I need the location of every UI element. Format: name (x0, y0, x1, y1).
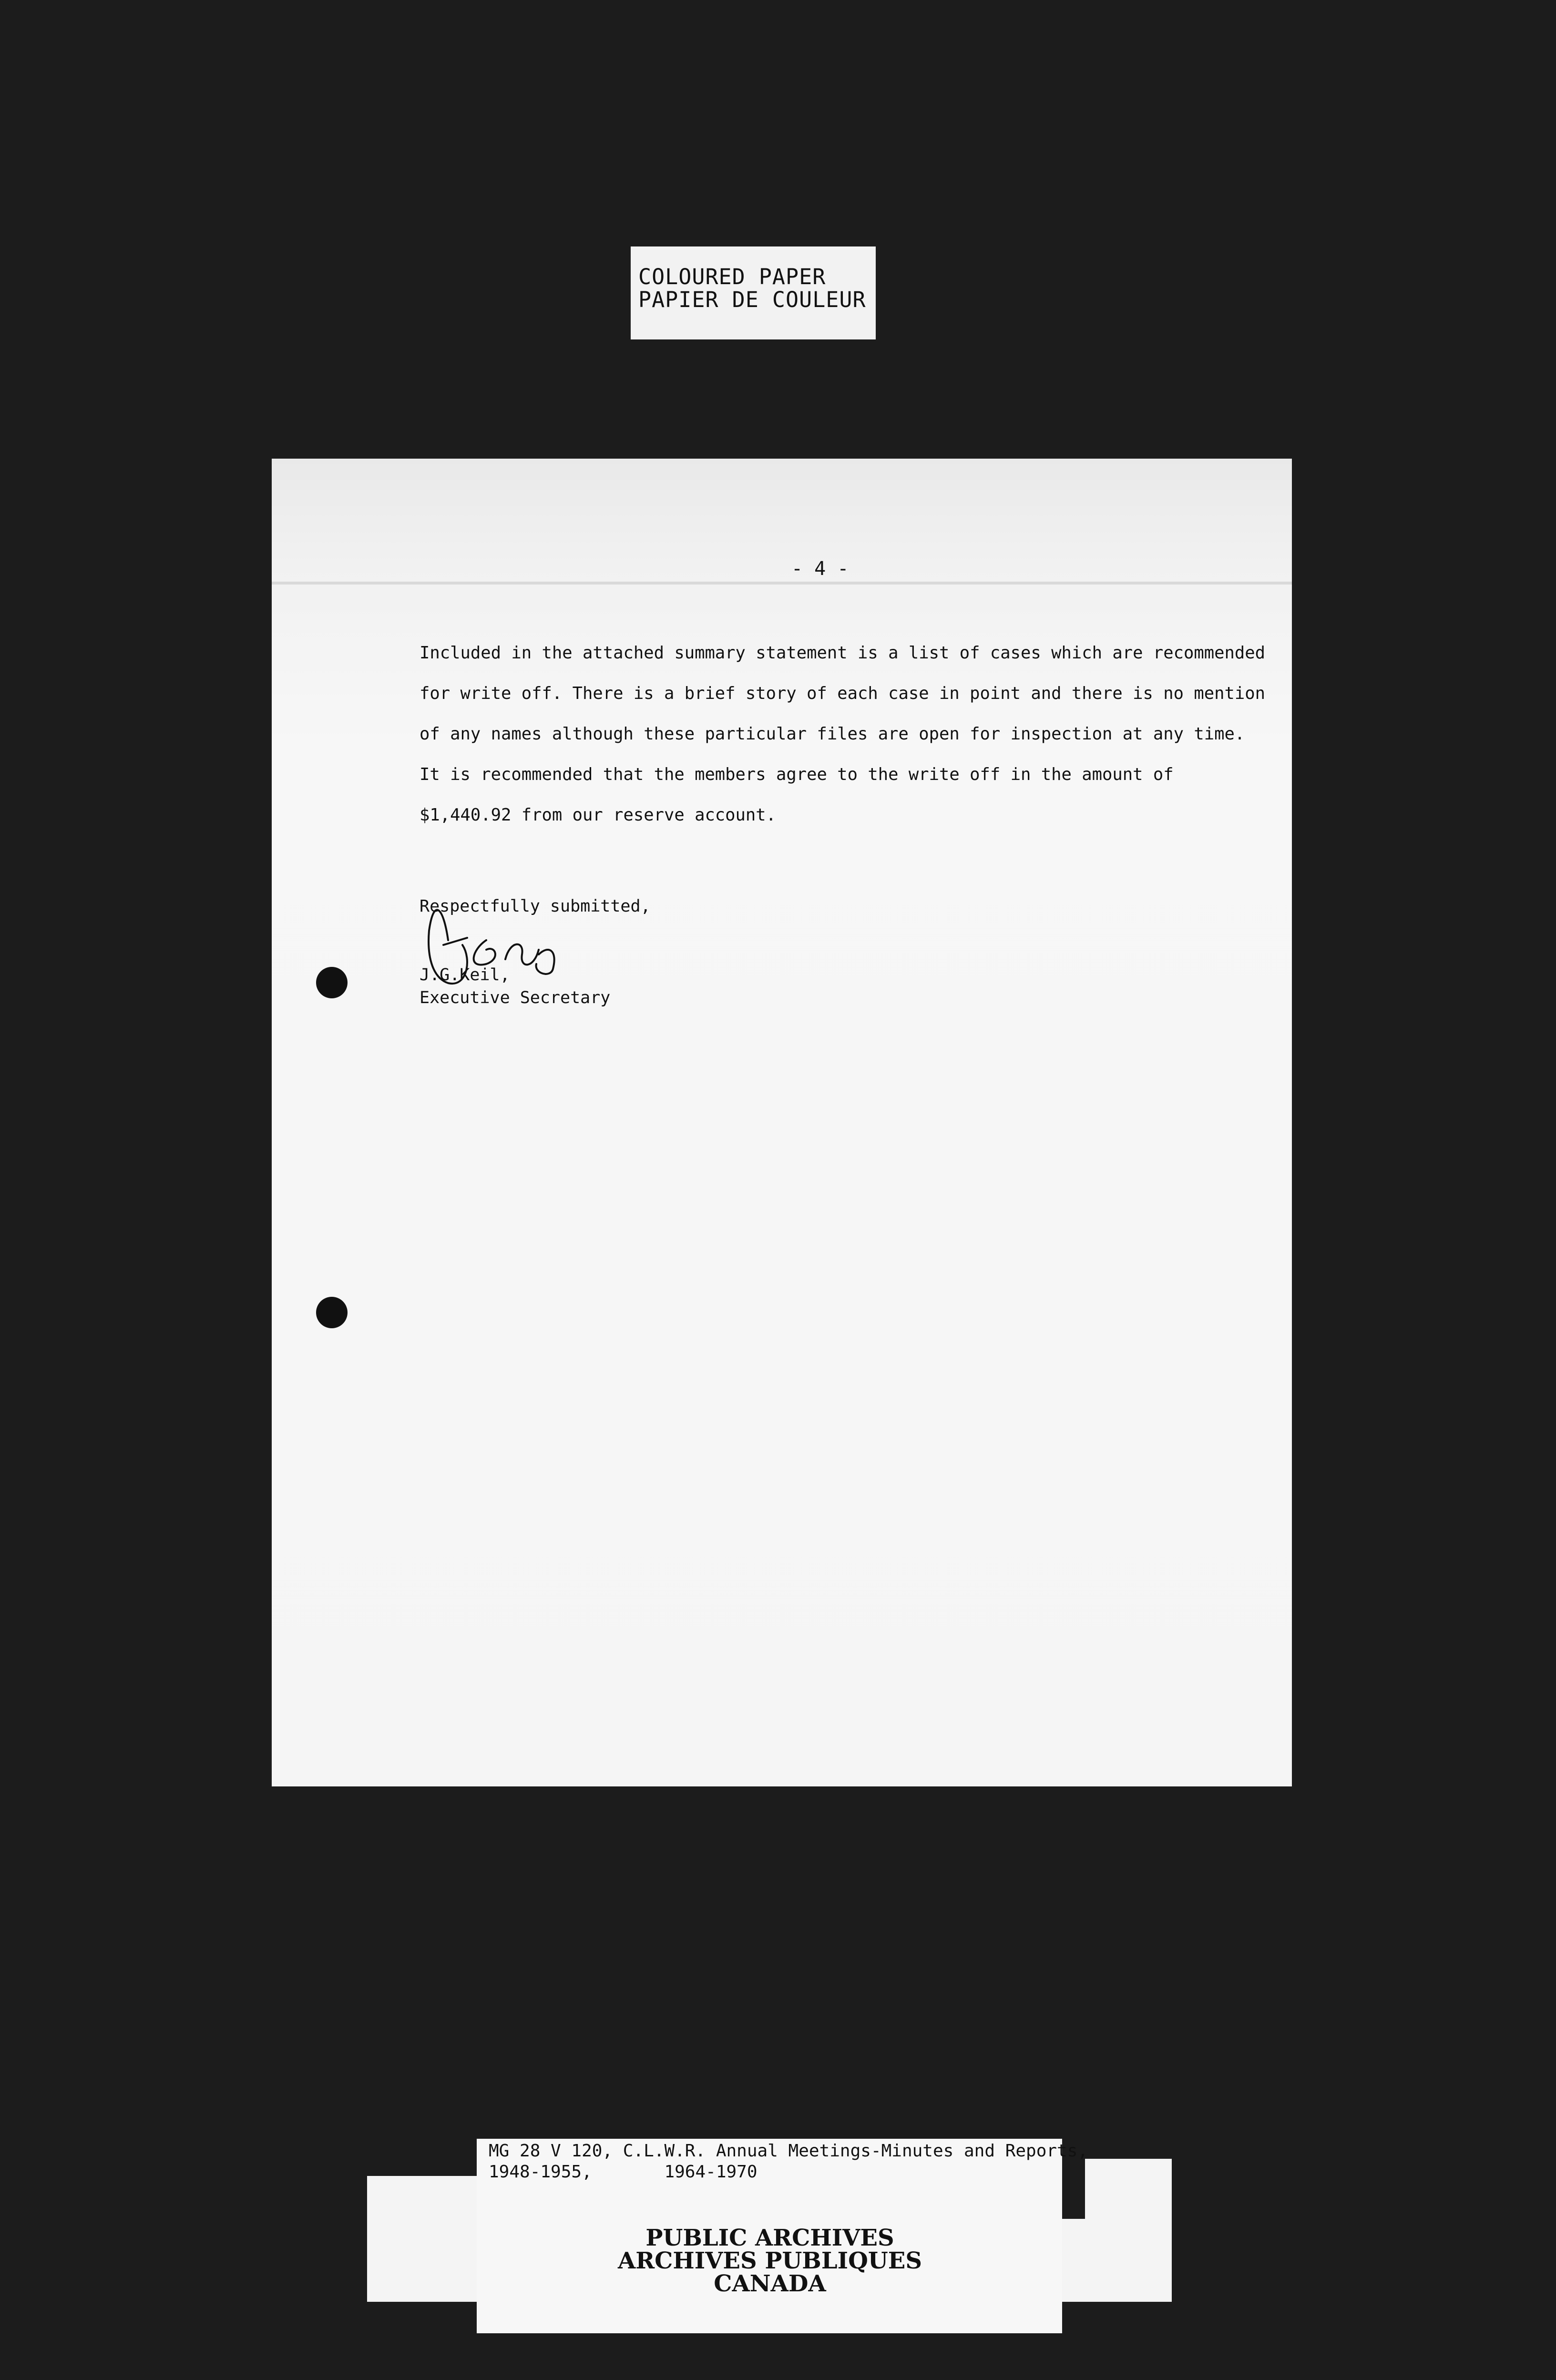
paragraph-line: of any names although these particular files are open for inspection at any time. (420, 724, 1245, 744)
archives-line-fr: ARCHIVES PUBLIQUES (618, 2247, 922, 2274)
signer-title: Executive Secretary (420, 988, 611, 1007)
punch-hole-bottom (316, 1297, 348, 1328)
archive-reference-line: MG 28 V 120, C.L.W.R. Annual Meetings-Minutes and Reports, (489, 2141, 1088, 2161)
public-archives-stamp (477, 2226, 1063, 2295)
archive-card-notch (367, 2139, 477, 2176)
page-number: - 4 - (791, 558, 849, 580)
page-fold-line (272, 582, 1292, 585)
punch-hole-top (316, 967, 348, 998)
archives-line-country: CANADA (714, 2270, 826, 2297)
archive-reference (489, 2141, 1088, 2183)
coloured-paper-label-fr: PAPIER DE COULEUR (638, 287, 866, 312)
signer-name: J.G.Keil, (420, 965, 510, 985)
coloured-paper-label (631, 246, 876, 339)
closing-line: Respectfully submitted, (420, 897, 651, 916)
paragraph-line: $1,440.92 from our reserve account. (420, 805, 777, 825)
paragraph-line: for write off. There is a brief story of each case in point and there is no mention (420, 684, 1265, 703)
document-page (272, 459, 1292, 1786)
body-paragraph (420, 633, 1265, 835)
archive-reference-line: 1948-1955, 1964-1970 (489, 2162, 758, 2182)
paragraph-line: Included in the attached summary statement is a list of cases which are recommended (420, 643, 1265, 663)
paragraph-line: It is recommended that the members agree to the write off in the amount of (420, 765, 1174, 784)
handwritten-signature (415, 888, 572, 993)
archives-line-en: PUBLIC ARCHIVES (645, 2225, 894, 2251)
coloured-paper-label-en: COLOURED PAPER (638, 264, 826, 289)
